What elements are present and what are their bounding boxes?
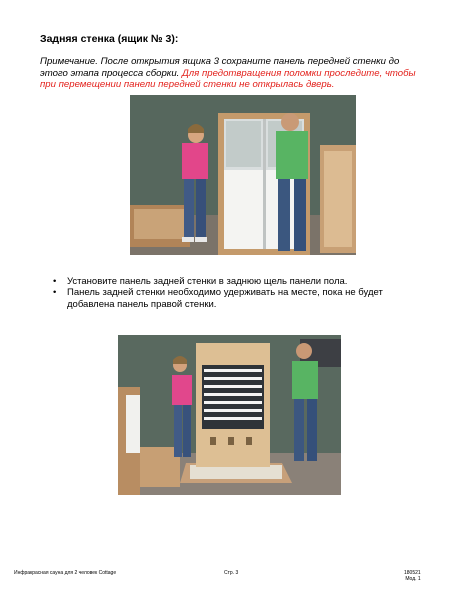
assembly-note	[40, 56, 425, 91]
footer-product-name: Инфракрасная сауна для 2 человек Cottage	[14, 570, 117, 576]
photo-front-panel	[130, 95, 356, 255]
list-item-text: Установите панель задней стенки в заднюю щель панели пола.	[67, 276, 348, 287]
bullet-icon: •	[53, 276, 57, 287]
list-item	[40, 276, 430, 287]
list-item	[40, 287, 430, 310]
bullet-icon: •	[53, 287, 57, 299]
footer-document-info	[404, 570, 421, 582]
footer-code: 180521	[404, 570, 421, 576]
photo-back-wall	[118, 335, 341, 495]
instruction-list	[40, 276, 430, 310]
footer-page-number: Стр. 3	[224, 570, 239, 576]
footer-revision: Мод. 1	[405, 576, 421, 582]
note-text: Примечание. После открытия ящика 3 сохраните панель передней стенки до этого этапа процесса сборки.	[40, 56, 400, 79]
note-warning: Для предотвращения поломки проследите, чтобы при перемещении панели передней стенки не открылась дверь.	[40, 67, 416, 91]
section-heading: Задняя стенка (ящик № 3):	[40, 33, 179, 45]
list-item-text: Панель задней стенки необходимо удерживать на месте, пока не будет добавлена панель правой стенки.	[67, 287, 383, 310]
